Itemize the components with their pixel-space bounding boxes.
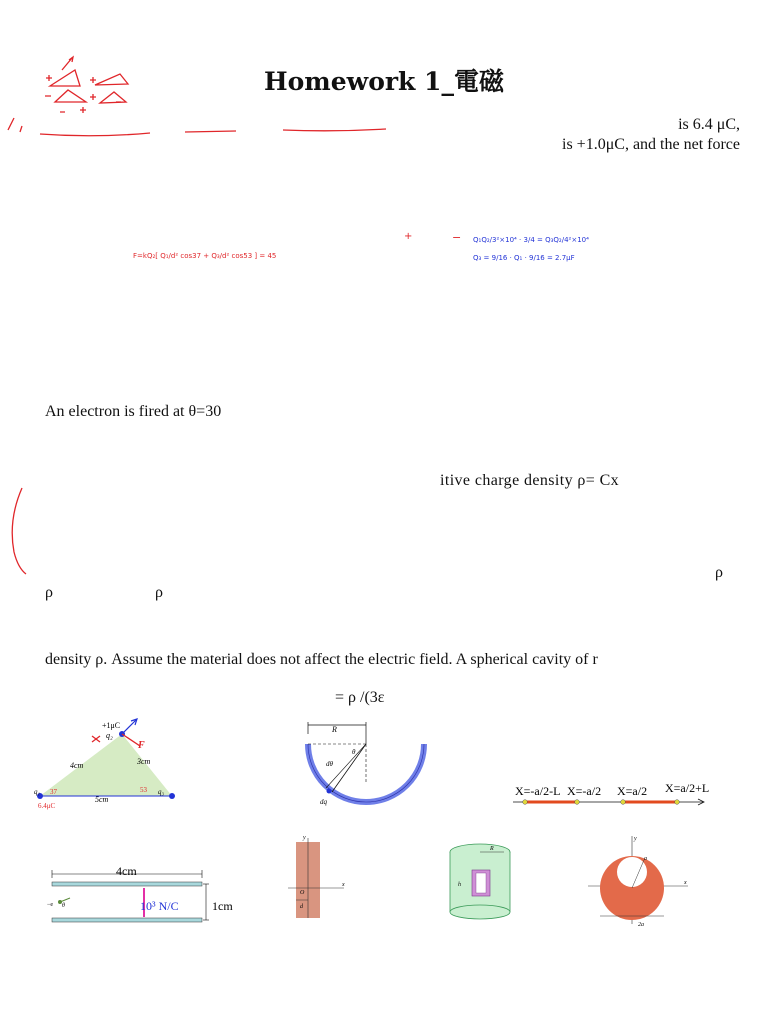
fig7-2a: 2a [638,922,644,928]
fig4-gap: 1cm [212,899,233,913]
fig5-x-axis: x [342,882,345,888]
handwritten-formula: Q₁Q₂/3²×10⁴ · 3/4 = Q₃Q₂/4²×10⁴ [473,236,589,244]
fig1-q3: q₃ [158,788,164,796]
figure-semicircle-ring [296,722,436,812]
handwritten-sketch [0,0,400,150]
fig1-charge-left: 6.4μC [38,802,56,810]
fig5-origin: O [300,890,305,896]
fig4-field: 10³ N/C [140,899,179,913]
fig1-force-label: F [138,740,145,751]
fig6-radius: R [490,846,494,852]
handwritten-formula: F=kQ₂[ Q₁/d² cos37 + Q₃/d² cos53 ] = 45 [133,252,277,260]
text-line: is +1.0μC, and the net force [562,136,740,153]
text-line: ρ [715,564,723,581]
fig5-d: d [300,904,303,910]
fig7-y-axis: y [634,836,637,842]
fig6-height: h [458,882,461,888]
handwritten-plus: + [404,231,413,242]
fig3-label-1: X=-a/2-L [515,784,561,798]
handwritten-minus: − [452,231,462,244]
figure-cylinder [442,842,522,922]
fig1-angle-left: 37 [50,788,57,796]
text-line: = ρ /(3ε [335,689,385,706]
fig1-base: 5cm [95,795,109,804]
figure-triangle-charges [30,716,200,816]
fig3-label-4: X=a/2+L [665,781,710,795]
fig2-dq: dq [320,798,327,806]
text-line: density ρ. Assume the material does not affect the electric field. A spherical cavity of r [45,651,598,668]
text-line: is 6.4 μC, [678,116,740,133]
text-line: An electron is fired at θ=30 [45,403,222,420]
fig4-length: 4cm [116,864,137,878]
fig1-charge-label: +1μC [102,721,121,730]
fig2-dtheta: dθ [326,760,333,768]
text-line: ρ [45,584,53,601]
fig2-theta: θ [352,748,356,756]
fig1-side-right: 3cm [137,757,151,766]
figure-parallel-plates [46,862,246,928]
fig1-angle-right: 53 [140,786,147,794]
text-line: ρ [155,584,163,601]
fig1-q1: q₁ [34,788,40,796]
fig3-label-3: X=a/2 [617,784,648,798]
text-line: itive charge density ρ= Cx [440,472,620,489]
fig7-x-axis: x [684,880,687,886]
figure-sphere-cavity [584,832,694,928]
fig4-electron: −e [47,902,54,908]
fig7-a: a [644,856,647,862]
fig3-label-2: X=-a/2 [567,784,602,798]
page-title: Homework 1_電磁 [264,67,504,96]
fig1-q2-label: q₂ [106,731,113,740]
fig4-angle: θ [62,903,65,909]
fig5-y-axis: y [303,835,306,841]
fig2-radius: R [332,725,337,734]
figure-charged-slab [286,832,348,922]
figure-line-charges [505,780,710,810]
handwritten-formula: Q₃ = 9/16 · Q₁ · 9/16 = 2.7μF [473,254,575,262]
fig1-side-left: 4cm [70,761,84,770]
